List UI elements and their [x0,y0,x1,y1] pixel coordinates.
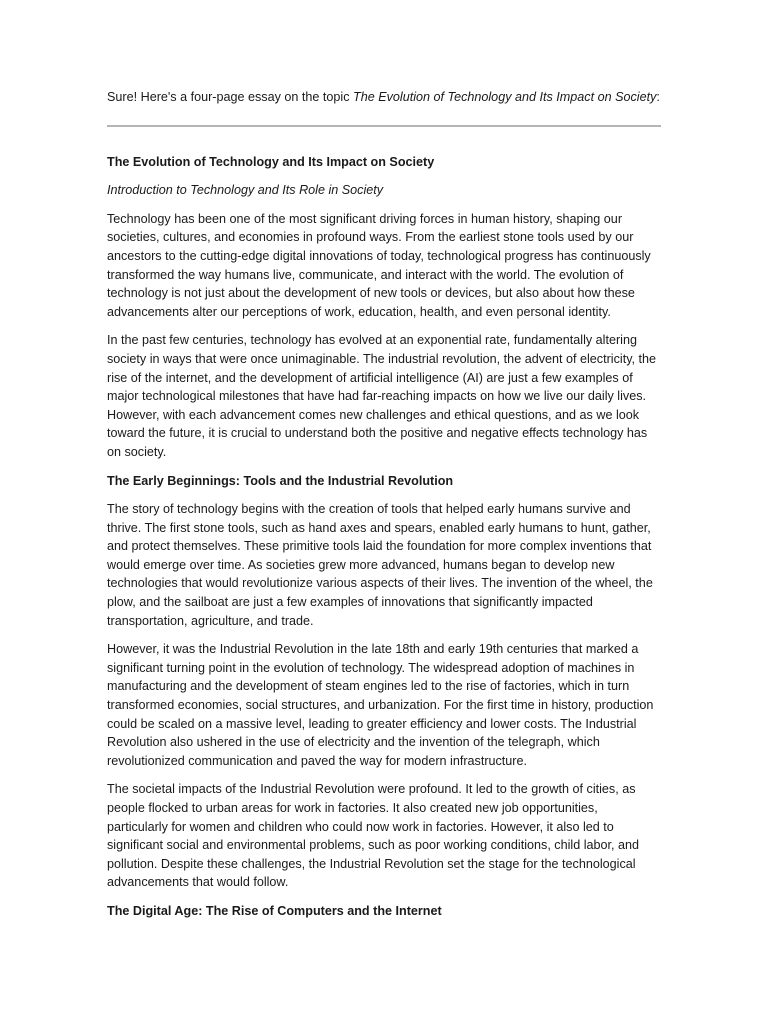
section-heading-introduction: Introduction to Technology and Its Role in Society [107,183,384,198]
section-heading-digital-age: The Digital Age: The Rise of Computers and the Internet [107,903,442,918]
paragraph-intro-1: Technology has been one of the most significant driving forces in human history, shaping our societies, cultures, and economies in profound ways. From the earliest stone tools used by our ancestors to the cutting-edge digital innovations of today, technological progress has continuously transformed the way humans live, communicate, and interact with the world. The evolution of technology is not just about the development of new tools or devices, but also about how these advancements alter our perceptions of work, education, health, and even personal identity. [107,211,651,319]
horizontal-divider [107,125,661,127]
intro-suffix: : [656,90,660,104]
section-heading-early-beginnings: The Early Beginnings: Tools and the Industrial Revolution [107,473,454,488]
paragraph-intro-2: In the past few centuries, technology has evolved at an exponential rate, fundamentally altering society in ways that were once unimaginable. The industrial revolution, the advent of electricity, the rise of the internet, and the development of artificial intelligence (AI) are just a few examples of major technological milestones that have had far-reaching impacts on how we live our daily lives. However, with each advancement comes new challenges and ethical questions, and as we look toward the future, it is crucial to understand both the positive and negative effects technology has on society. [107,333,657,459]
paragraph-early-3: The societal impacts of the Industrial Revolution were profound. It led to the growth of cities, as people flocked to urban areas for work in factories. It also created new job opportunities, particularly for women and children who could now work in factories. However, it also led to significant social and environmental problems, such as poor working conditions, child labor, and pollution. Despite these challenges, the Industrial Revolution set the stage for the technological advancements that would follow. [107,782,640,890]
paragraph-early-1: The story of technology begins with the creation of tools that helped early humans survive and thrive. The first stone tools, such as hand axes and spears, enabled early humans to hunt, gather, and protect themselves. These primitive tools laid the foundation for more complex inventions that would emerge over time. As societies grew more advanced, humans began to develop new technologies that would revolutionize various aspects of their lives. The invention of the wheel, the plow, and the sailboat are just a few examples of innovations that significantly impacted transportation, agriculture, and trade. [107,502,653,628]
essay-title: The Evolution of Technology and Its Impact on Society [107,154,435,169]
intro-prefix: Sure! Here's a four-page essay on the topic [107,90,354,104]
intro-topic: The Evolution of Technology and Its Impact on Society [353,90,657,104]
paragraph-early-2: However, it was the Industrial Revolution in the late 18th and early 19th centuries that marked a significant turning point in the evolution of technology. The widespread adoption of machines in manufacturing and the development of steam engines led to the rise of factories, which in turn transformed economies, social structures, and urbanization. For the first time in history, production could be scaled on a massive level, leading to greater efficiency and lower costs. The Industrial Revolution also ushered in the use of electricity and the invention of the telegraph, which revolutionized communication and paved the way for modern infrastructure. [107,642,654,768]
intro-line [107,88,661,107]
